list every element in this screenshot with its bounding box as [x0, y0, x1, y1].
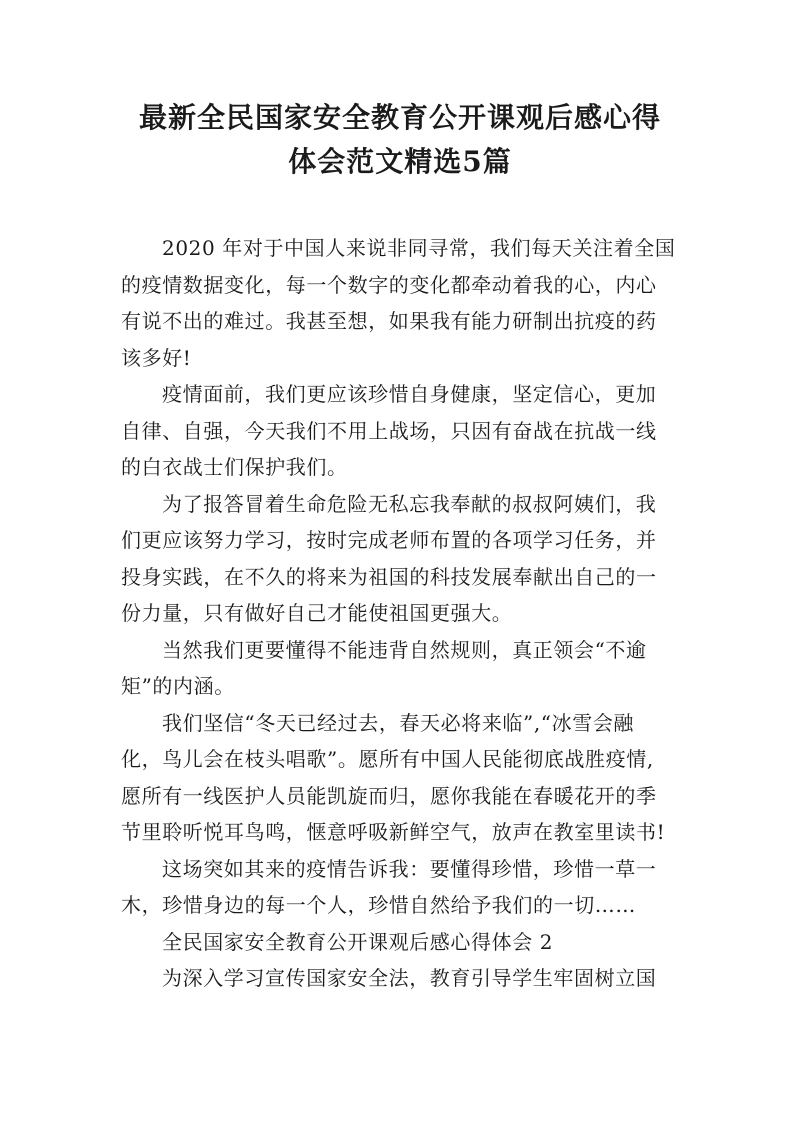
text-line: 该多好!	[121, 345, 192, 370]
text-line: 们更应该努力学习，按时完成老师布置的各项学习任务，并	[121, 528, 657, 552]
text-line: 我们坚信“冬天已经过去，春天必将来临”,“冰雪会融	[162, 710, 635, 735]
text-line: 木，珍惜身边的每一个人，珍惜自然给予我们的一切……	[121, 893, 636, 917]
text-line: 疫情面前，我们更应该珍惜自身健康，坚定信心，更加	[162, 382, 657, 406]
paragraph	[121, 632, 681, 705]
text-line: 化，鸟儿会在枝头唱歌”。愿所有中国人民能彻底战胜疫情,	[121, 747, 654, 771]
text-line: 的疫情数据变化，每一个数字的变化都牵动着我的心，内心	[121, 272, 657, 297]
document-title	[100, 96, 700, 184]
document-body	[121, 230, 681, 997]
paragraph	[121, 705, 681, 851]
paragraph	[121, 376, 681, 486]
paragraph	[121, 486, 681, 632]
paragraph	[121, 960, 681, 997]
text-line: 愿所有一线医护人员能凯旋而归，愿你我能在春暖花开的季	[121, 783, 657, 808]
text-line: 矩”的内涵。	[121, 674, 235, 698]
text-line: 投身实践，在不久的将来为祖国的科技发展奉献出自己的一	[121, 564, 657, 589]
title-line: 体会范文精选5篇	[288, 145, 512, 178]
text-line: 的白衣战士们保护我们。	[121, 455, 348, 479]
text-line: 为了报答冒着生命危险无私忘我奉献的叔叔阿姨们，我	[162, 491, 657, 516]
text-line: 节里聆听悦耳鸟鸣，惬意呼吸新鲜空气，放声在教室里读书!	[121, 820, 666, 844]
text-line: 当然我们更要懂得不能违背自然规则，真正领会“不逾	[162, 637, 647, 662]
title-line: 最新全民国家安全教育公开课观后感心得	[138, 101, 661, 134]
text-line: 有说不出的难过。我甚至想，如果我有能力研制出抗疫的药	[121, 309, 657, 333]
text-line: 为深入学习宣传国家安全法，教育引导学生牢固树立国	[162, 966, 657, 990]
text-line: 2020 年对于中国人来说非同寻常，我们每天关注着全国	[162, 236, 676, 260]
paragraph	[121, 851, 681, 924]
section-heading	[121, 924, 681, 961]
text-line: 份力量，只有做好自己才能使祖国更强大。	[121, 601, 513, 625]
text-line: 这场突如其来的疫情告诉我：要懂得珍惜，珍惜一草一	[162, 856, 657, 881]
text-line: 自律、自强，今天我们不用上战场，只因有奋战在抗战一线	[121, 418, 657, 443]
text-line: 全民国家安全教育公开课观后感心得体会 2	[162, 929, 554, 954]
paragraph	[121, 230, 681, 376]
